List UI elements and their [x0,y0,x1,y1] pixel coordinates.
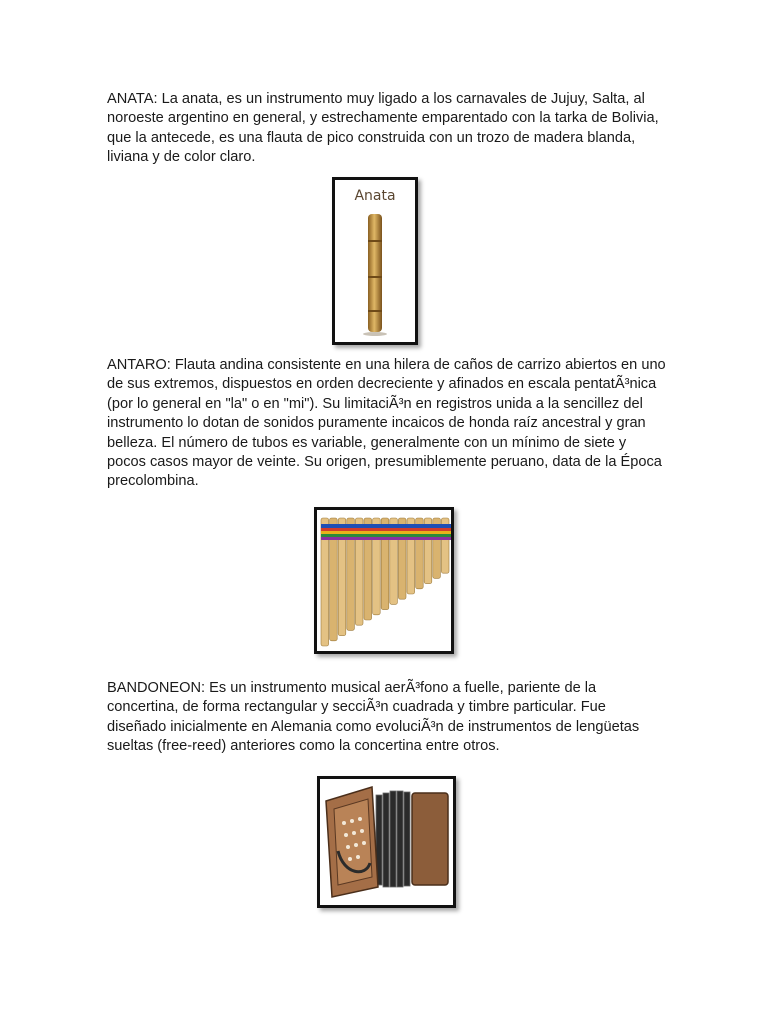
antaro-image [314,507,454,654]
panflute-icon [317,510,451,651]
bandoneon-image [317,776,456,908]
anata-image-label: Anata [354,188,396,204]
bandoneon-icon [320,779,453,905]
bandoneon-paragraph: BANDONEON: Es un instrumento musical aerÃ³fono a fuelle, pariente de la concertina, de forma rectangular y secciÃ³n cuadrada y timbre particular. Fue diseñado inicialmente en Alemania como evoluciÃ³n de instrumentos de lengüetas sueltas (free-reed) anteriores como la concertina entre otros. [107,680,640,755]
anata-flute-icon [335,180,415,342]
antaro-paragraph: ANTARO: Flauta andina consistente en una hilera de caños de carrizo abiertos en uno de sus extremos, dispuestos en orden decreciente y afinados en escala pentatÃ³nica (por lo general en "la" o en "mi"). Su limitaciÃ³n en registros unida a la sencillez del instrumento lo dotan de sonidos puramente incaicos de honda raíz ancestral y gran belleza. El número de tubos es variable, generalmente con un mínimo de siete y pocos casos mayor de veinte. Su origen, presumiblemente peruano, data de la Época precolombina. [107,357,666,490]
anata-paragraph: ANATA: La anata, es un instrumento muy ligado a los carnavales de Jujuy, Salta, al noroeste argentino en general, y estrechamente emparentado con la tarka de Bolivia, que la antecede, es una flauta de pico construida con un trozo de madera blanda, liviana y de color claro. [107,91,659,166]
anata-image [332,177,418,345]
